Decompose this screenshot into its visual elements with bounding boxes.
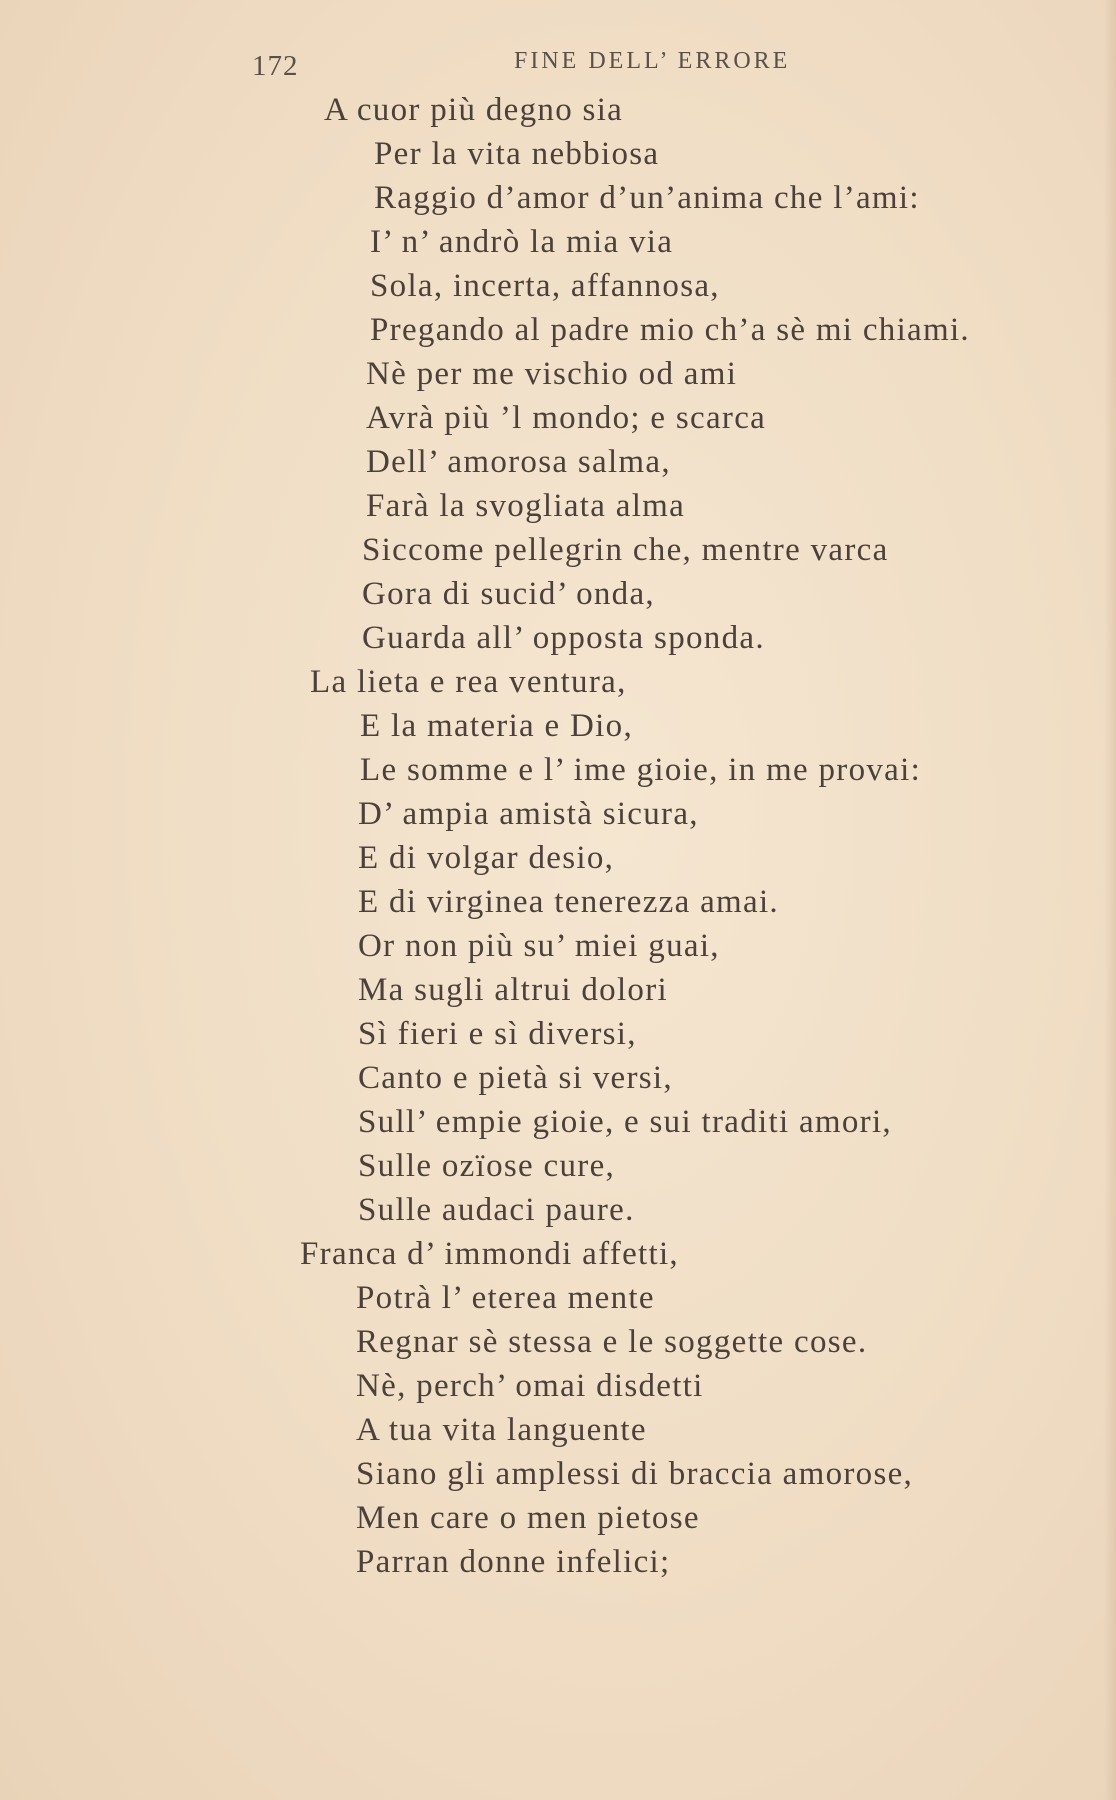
poem-line: A cuor più degno sia xyxy=(324,92,624,128)
poem-line: Guarda all’ opposta sponda. xyxy=(362,620,765,656)
poem-line: Franca d’ immondi affetti, xyxy=(300,1236,679,1272)
poem-line: Gora di sucid’ onda, xyxy=(362,576,655,612)
page-edge-shadow xyxy=(1104,0,1116,1800)
poem-line: Farà la svogliata alma xyxy=(366,488,686,524)
poem-line: Nè per me vischio od ami xyxy=(366,356,738,392)
poem-line: Ma sugli altrui dolori xyxy=(358,972,668,1008)
poem-line: I’ n’ andrò la mia via xyxy=(370,224,674,260)
poem-line: Nè, perch’ omai disdetti xyxy=(356,1368,704,1404)
poem-line: Men care o men pietose xyxy=(356,1500,700,1536)
poem-line: E di virginea tenerezza amai. xyxy=(358,884,779,920)
running-title: FINE DELL’ ERRORE xyxy=(514,48,791,74)
poem-line: Le somme e l’ ime gioie, in me provai: xyxy=(360,752,922,788)
poem-line: Sulle ozïose cure, xyxy=(358,1148,616,1184)
page-number: 172 xyxy=(252,50,299,82)
poem-line: Per la vita nebbiosa xyxy=(374,136,660,172)
poem-line: Sola, incerta, affannosa, xyxy=(370,268,720,304)
poem-line: Parran donne infelici; xyxy=(356,1544,671,1580)
poem-line: Canto e pietà si versi, xyxy=(358,1060,673,1096)
poem-line: La lieta e rea ventura, xyxy=(310,664,627,700)
poem-line: A tua vita languente xyxy=(356,1412,647,1448)
poem-line: E di volgar desio, xyxy=(358,840,615,876)
poem-line: Avrà più ’l mondo; e scarca xyxy=(366,400,767,436)
page-header xyxy=(0,44,1116,84)
poem-line: Pregando al padre mio ch’a sè mi chiami. xyxy=(370,312,970,348)
poem-line: Sull’ empie gioie, e sui traditi amori, xyxy=(358,1104,892,1140)
poem-line: D’ ampia amistà sicura, xyxy=(358,796,699,832)
poem-line: Or non più su’ miei guai, xyxy=(358,928,720,964)
poem-line: Sì fieri e sì diversi, xyxy=(358,1016,637,1052)
poem-line: Sulle audaci paure. xyxy=(358,1192,635,1228)
poem-line: Siano gli amplessi di braccia amorose, xyxy=(356,1456,914,1492)
poem-line: Raggio d’amor d’un’anima che l’ami: xyxy=(374,180,920,216)
poem-line: Dell’ amorosa salma, xyxy=(366,444,671,480)
poem-line: Regnar sè stessa e le soggette cose. xyxy=(356,1324,868,1360)
poem-line: Siccome pellegrin che, mentre varca xyxy=(362,532,889,568)
poem-line: Potrà l’ eterea mente xyxy=(356,1280,655,1316)
poem-line: E la materia e Dio, xyxy=(360,708,634,744)
